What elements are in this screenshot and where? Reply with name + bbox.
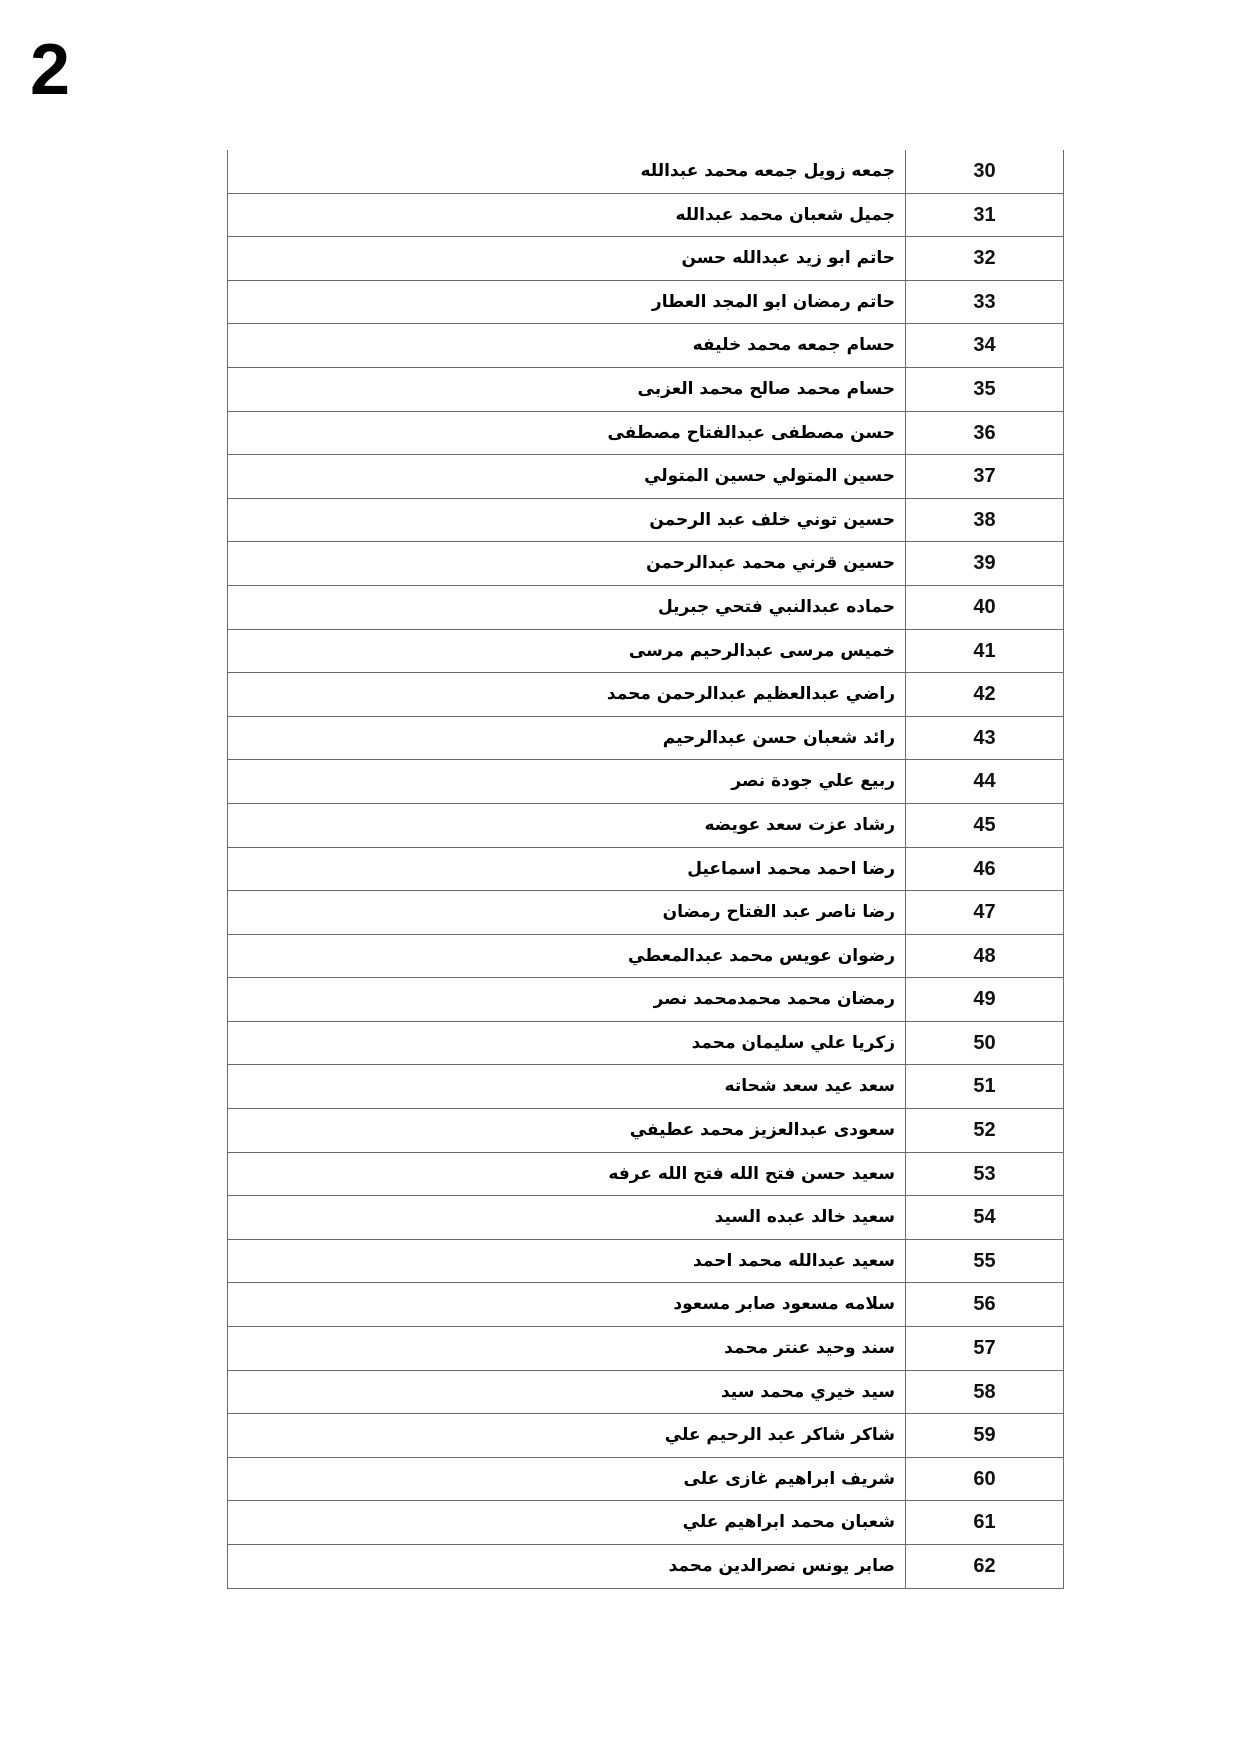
number-cell: 31 bbox=[905, 194, 1063, 237]
number-cell: 60 bbox=[905, 1458, 1063, 1501]
name-cell: حسام محمد صالح محمد العزبى bbox=[637, 378, 895, 399]
number-cell: 39 bbox=[905, 542, 1063, 585]
table-row bbox=[228, 935, 1063, 979]
names-table bbox=[227, 150, 1064, 1589]
number-cell: 58 bbox=[905, 1371, 1063, 1414]
number-cell: 46 bbox=[905, 848, 1063, 891]
table-row bbox=[228, 499, 1063, 543]
table-row bbox=[228, 237, 1063, 281]
name-cell: حاتم ابو زيد عبدالله حسن bbox=[681, 248, 895, 269]
name-cell: حسام جمعه محمد خليفه bbox=[692, 335, 895, 356]
name-cell: سعيد عبدالله محمد احمد bbox=[693, 1250, 895, 1271]
table-row bbox=[228, 1371, 1063, 1415]
number-cell: 38 bbox=[905, 499, 1063, 542]
number-cell: 33 bbox=[905, 281, 1063, 324]
number-cell: 30 bbox=[905, 150, 1063, 193]
name-cell: سند وحيد عنتر محمد bbox=[724, 1338, 895, 1359]
number-cell: 42 bbox=[905, 673, 1063, 716]
name-cell: رضا ناصر عبد الفتاح رمضان bbox=[662, 902, 895, 923]
name-cell: رضا احمد محمد اسماعيل bbox=[687, 858, 895, 879]
table-row bbox=[228, 1501, 1063, 1545]
number-cell: 43 bbox=[905, 717, 1063, 760]
name-cell: رائد شعبان حسن عبدالرحيم bbox=[662, 727, 895, 748]
name-cell: سعودى عبدالعزيز محمد عطيفي bbox=[629, 1120, 895, 1141]
table-row bbox=[228, 978, 1063, 1022]
table-row bbox=[228, 1196, 1063, 1240]
number-cell: 47 bbox=[905, 891, 1063, 934]
table-row bbox=[228, 1153, 1063, 1197]
name-cell: سعيد حسن فتح الله فتح الله عرفه bbox=[608, 1163, 895, 1184]
table-row bbox=[228, 1022, 1063, 1066]
name-cell: زكريا علي سليمان محمد bbox=[691, 1032, 895, 1053]
name-cell: راضي عبدالعظيم عبدالرحمن محمد bbox=[606, 684, 895, 705]
number-cell: 35 bbox=[905, 368, 1063, 411]
name-cell: سعيد خالد عبده السيد bbox=[714, 1207, 895, 1228]
name-cell: حسين توني خلف عبد الرحمن bbox=[649, 509, 895, 530]
table-row bbox=[228, 717, 1063, 761]
table-row bbox=[228, 1458, 1063, 1502]
name-cell: سعد عيد سعد شحاته bbox=[724, 1076, 895, 1097]
number-cell: 34 bbox=[905, 324, 1063, 367]
table-row bbox=[228, 1065, 1063, 1109]
number-cell: 56 bbox=[905, 1283, 1063, 1326]
name-cell: جمعه زويل جمعه محمد عبدالله bbox=[640, 161, 895, 181]
table-row bbox=[228, 455, 1063, 499]
table-row bbox=[228, 1545, 1063, 1589]
name-cell: حسن مصطفى عبدالفتاح مصطفى bbox=[607, 422, 895, 443]
table-row bbox=[228, 150, 1063, 194]
table-row bbox=[228, 673, 1063, 717]
name-cell: ربيع علي جودة نصر bbox=[731, 771, 895, 792]
table-row bbox=[228, 1109, 1063, 1153]
number-cell: 44 bbox=[905, 760, 1063, 803]
name-cell: رضوان عويس محمد عبدالمعطي bbox=[628, 945, 895, 966]
number-cell: 40 bbox=[905, 586, 1063, 629]
number-cell: 53 bbox=[905, 1153, 1063, 1196]
table-row bbox=[228, 848, 1063, 892]
table-row bbox=[228, 194, 1063, 238]
name-cell: خميس مرسى عبدالرحيم مرسى bbox=[628, 640, 895, 661]
table-row bbox=[228, 630, 1063, 674]
table-row bbox=[228, 1327, 1063, 1371]
number-cell: 41 bbox=[905, 630, 1063, 673]
name-cell: شريف ابراهيم غازى على bbox=[683, 1468, 895, 1489]
number-cell: 61 bbox=[905, 1501, 1063, 1544]
number-cell: 37 bbox=[905, 455, 1063, 498]
number-cell: 54 bbox=[905, 1196, 1063, 1239]
name-cell: شعبان محمد ابراهيم علي bbox=[682, 1512, 895, 1533]
table-row bbox=[228, 1414, 1063, 1458]
table-row bbox=[228, 542, 1063, 586]
number-cell: 59 bbox=[905, 1414, 1063, 1457]
number-cell: 49 bbox=[905, 978, 1063, 1021]
number-cell: 36 bbox=[905, 412, 1063, 455]
number-cell: 62 bbox=[905, 1545, 1063, 1588]
name-cell: حسين المتولي حسين المتولي bbox=[644, 466, 895, 487]
number-cell: 57 bbox=[905, 1327, 1063, 1370]
table-row bbox=[228, 891, 1063, 935]
table-row bbox=[228, 804, 1063, 848]
number-cell: 55 bbox=[905, 1240, 1063, 1283]
number-cell: 50 bbox=[905, 1022, 1063, 1065]
name-cell: حاتم رمضان ابو المجد العطار bbox=[651, 291, 895, 312]
name-cell: حسين قرني محمد عبدالرحمن bbox=[646, 553, 895, 574]
number-cell: 52 bbox=[905, 1109, 1063, 1152]
name-cell: سلامه مسعود صابر مسعود bbox=[673, 1294, 895, 1315]
page-number: 2 bbox=[30, 30, 71, 110]
table-row bbox=[228, 368, 1063, 412]
number-cell: 45 bbox=[905, 804, 1063, 847]
name-cell: سيد خيري محمد سيد bbox=[720, 1381, 895, 1402]
number-cell: 32 bbox=[905, 237, 1063, 280]
name-cell: رشاد عزت سعد عويضه bbox=[704, 814, 895, 835]
table-row bbox=[228, 281, 1063, 325]
table-row bbox=[228, 760, 1063, 804]
table-row bbox=[228, 324, 1063, 368]
name-cell: جميل شعبان محمد عبدالله bbox=[675, 204, 895, 225]
name-cell: رمضان محمد محمدمحمد نصر bbox=[653, 989, 895, 1010]
number-cell: 48 bbox=[905, 935, 1063, 978]
name-cell: شاكر شاكر عبد الرحيم علي bbox=[664, 1425, 895, 1446]
name-cell: حماده عبدالنبي فتحي جبريل bbox=[657, 596, 895, 617]
name-cell: صابر يونس نصرالدين محمد bbox=[668, 1556, 895, 1576]
table-row bbox=[228, 586, 1063, 630]
number-cell: 51 bbox=[905, 1065, 1063, 1108]
table-row bbox=[228, 1240, 1063, 1284]
table-row bbox=[228, 412, 1063, 456]
table-row bbox=[228, 1283, 1063, 1327]
